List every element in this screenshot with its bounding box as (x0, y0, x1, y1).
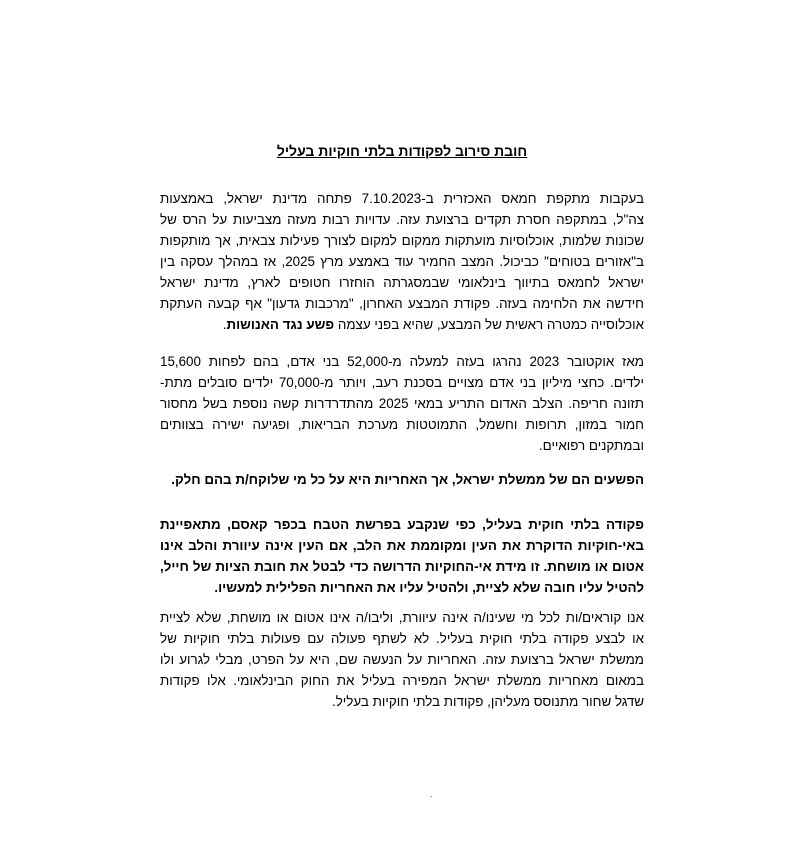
paragraph-line: ילדים. כחצי מיליון בני אדם מצויים בסכנת רעב, ויותר מ-70,000 ילדים סובלים מתת- (160, 375, 644, 390)
paragraph-line: ב"אזורים בטוחים" כביכול. המצב החמיר עוד באמצע מרץ 2025, אז במהלך עסקה בין (160, 254, 644, 269)
paragraph-line: ובמתקנים רפואיים. (538, 438, 644, 453)
paragraph-line: או לבצע פקודה בלתי חוקית בעליל. לא לשתף פעולה עם פעולות בלתי חוקיות של (160, 631, 644, 646)
paragraph-line: הפשעים הם של ממשלת ישראל, אך האחריות היא על כל מי שלוקח/ת בהם חלק. (171, 472, 644, 487)
paragraph-casualties (160, 351, 644, 456)
paragraph-line: אנו קוראים/ות לכל מי שעינו/ה אינה עיוורת, וליבו/ה אינו אטום או מושחת, שלא לציית (160, 610, 644, 625)
paragraph-line: שדגל שחור מתנוסס מעליהן, פקודות בלתי חוקיות בעליל. (331, 694, 644, 709)
paragraph-line: מאז אוקטובר 2023 נהרגו בעזה למעלה מ-52,000 בני אדם, בהם לפחות 15,600 (160, 354, 644, 369)
paragraph-line: להטיל עליו חובה שלא לציית, ולהטיל עליו את האחריות הפלילית למעשיו. (214, 580, 644, 595)
paragraph-line: תזונה חריפה. הצלב האדום התריע במאי 2025 מהתדרדרות קשה נוספת בשל מחסור (160, 396, 645, 411)
paragraph-text: . (222, 317, 227, 332)
paragraph-line: שכונות שלמות, אוכלוסיות מועתקות ממקום למקום לצורך פעילות צבאית, אך מותקפות (160, 233, 644, 248)
paragraph-line: באי-חוקיות הדוקרת את העין ומקוממת את הלב, אם העין אינה עיוורת והלב אינו (160, 538, 644, 553)
paragraph-line: חמור במזון, תרופות וחשמל, התמוטטות מערכת הבריאות, ופגיעה ישירה בצוותים (160, 417, 644, 432)
paragraph-call-to-refuse (160, 607, 644, 712)
emphasis-text: פשע נגד האנושות (226, 317, 335, 332)
paragraph-line: אטום או מושחת. זו מידת אי-החוקיות הדרושה כדי לבטל את חובת הציות של חייל, (160, 559, 644, 574)
paragraph-line: חידשה את הלחימה בעזה. פקודת המבצע האחרון, "מרכבות גדעון" אף קבעה העתקת (160, 296, 644, 311)
paragraph-text: אוכלוסייה כמטרה ראשית של המבצע, שהיא בפני עצמה (334, 317, 644, 332)
paragraph-line (160, 314, 644, 335)
paragraph-line: במאום מאחריות ממשלת ישראל המפירה בעליל את החוק הבינלאומי. אלו פקודות (160, 673, 644, 688)
document-title: חובת סירוב לפקודות בלתי חוקיות בעליל (276, 143, 528, 159)
footer-mark: . (430, 790, 433, 799)
paragraph-line: בעקבות מתקפת חמאס האכזרית ב-7.10.2023 פתחה מדינת ישראל, באמצעות (160, 191, 645, 206)
paragraph-line: ממשלת ישראל ברצועת עזה. האחריות על הנעשה שם, היא על הפרט, מבלי לגרוע ולו (160, 652, 644, 667)
paragraph-responsibility (160, 469, 644, 490)
paragraph-intro (160, 188, 644, 335)
paragraph-illegal-order (160, 514, 644, 598)
document-page (160, 0, 644, 842)
paragraph-line: צה"ל, במתקפה חסרת תקדים ברצועת עזה. עדויות רבות מעזה מצביעות על הרס של (160, 212, 644, 227)
paragraph-line: פקודה בלתי חוקית בעליל, כפי שנקבע בפרשת הטבח בכפר קאסם, מתאפיינת (160, 517, 644, 532)
paragraph-line: ישראל לחמאס בתיווך בינלאומי שבמסגרתה הוחזרו חטופים לארץ, מדינת ישראל (160, 275, 644, 290)
